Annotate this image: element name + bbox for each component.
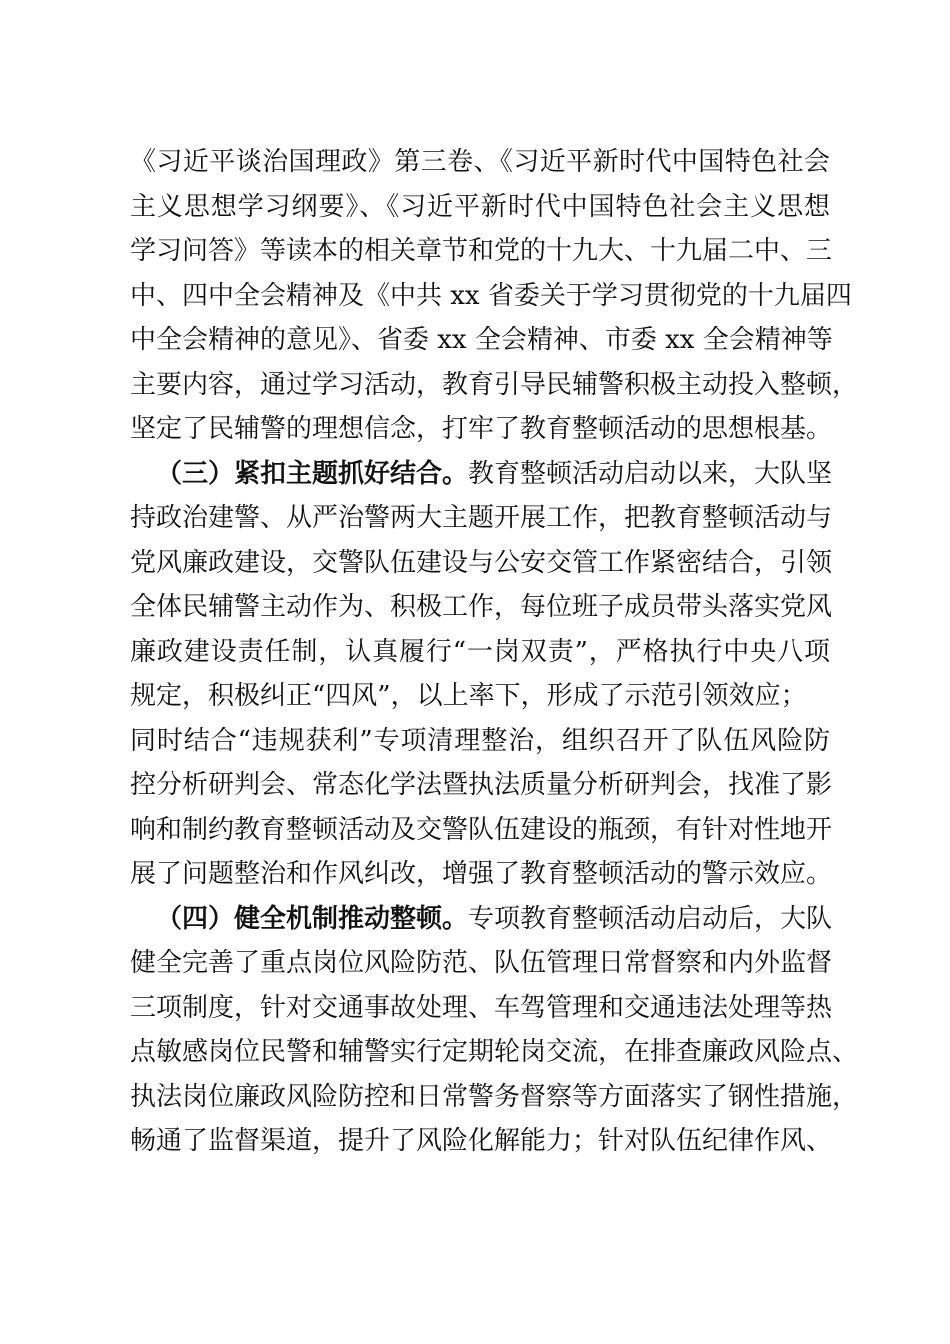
text-line: 中全会精神的意见》、省委 xx 全会精神、市委 xx 全会精神等 xyxy=(130,325,833,355)
text-line: 展了问题整治和作风纠改，增强了教育整顿活动的警示效应。 xyxy=(130,859,833,889)
text-line: 主义思想学习纲要》、《习近平新时代中国特色社会主义思想 xyxy=(130,191,830,222)
paragraph-study-content xyxy=(130,140,859,452)
text-line: 响和制约教育整顿活动及交警队伍建设的瓶颈，有针对性地开 xyxy=(130,814,833,845)
heading-line-rest: 教育整顿活动启动以来，大队坚 xyxy=(468,458,833,489)
text-line: 《习近平谈治国理政》第三卷、《习近平新时代中国特色社会 xyxy=(130,147,830,177)
text-line: 坚定了民辅警的理想信念，打牢了教育整顿活动的思想根基。 xyxy=(130,414,833,444)
text-line: 三项制度，针对交通事故处理、车驾管理和交通违法处理等热 xyxy=(130,992,833,1023)
text-line xyxy=(130,452,833,497)
text-line: 党风廉政建设，交警队伍建设与公安交管工作紧密结合，引领 xyxy=(130,547,833,578)
text-line xyxy=(130,897,833,942)
text-line: 点敏感岗位民警和辅警实行定期轮岗交流，在排查廉政风险点、 xyxy=(130,1037,859,1067)
text-line: 健全完善了重点岗位风险防范、队伍管理日常督察和内外监督 xyxy=(130,948,833,978)
document-body xyxy=(130,140,859,1164)
heading-line-rest: 专项教育整顿活动启动后，大队 xyxy=(468,903,833,934)
text-line: 执法岗位廉政风险防控和日常警务督察等方面落实了钢性措施， xyxy=(130,1081,859,1112)
text-line: 同时结合“违规获利”专项清理整治，组织召开了队伍风险防 xyxy=(130,725,830,756)
paragraph-section-four xyxy=(130,897,859,1164)
text-line: 主要内容，通过学习活动，教育引导民辅警积极主动投入整顿， xyxy=(130,369,859,400)
text-line: 规定，积极纠正“四风”，以上率下，形成了示范引领效应； xyxy=(130,681,807,711)
section-heading: （四）健全机制推动整顿。 xyxy=(156,903,469,934)
text-line: 持政治建警、从严治警两大主题开展工作，把教育整顿活动与 xyxy=(130,503,833,533)
paragraph-section-three xyxy=(130,452,833,897)
text-line: 控分析研判会、常态化学法暨执法质量分析研判会，找准了影 xyxy=(130,770,833,800)
text-line: 畅通了监督渠道，提升了风险化解能力；针对队伍纪律作风、 xyxy=(130,1126,833,1156)
text-line: 中、四中全会精神及《中共 xx 省委关于学习贯彻党的十九届四 xyxy=(130,280,852,311)
section-heading: （三）紧扣主题抓好结合。 xyxy=(156,458,469,489)
text-line: 学习问答》等读本的相关章节和党的十九大、十九届二中、三 xyxy=(130,236,833,266)
text-line: 廉政建设责任制，认真履行“一岗双责”，严格执行中央八项 xyxy=(130,636,830,667)
text-line: 全体民辅警主动作为、积极工作，每位班子成员带头落实党风 xyxy=(130,592,833,622)
